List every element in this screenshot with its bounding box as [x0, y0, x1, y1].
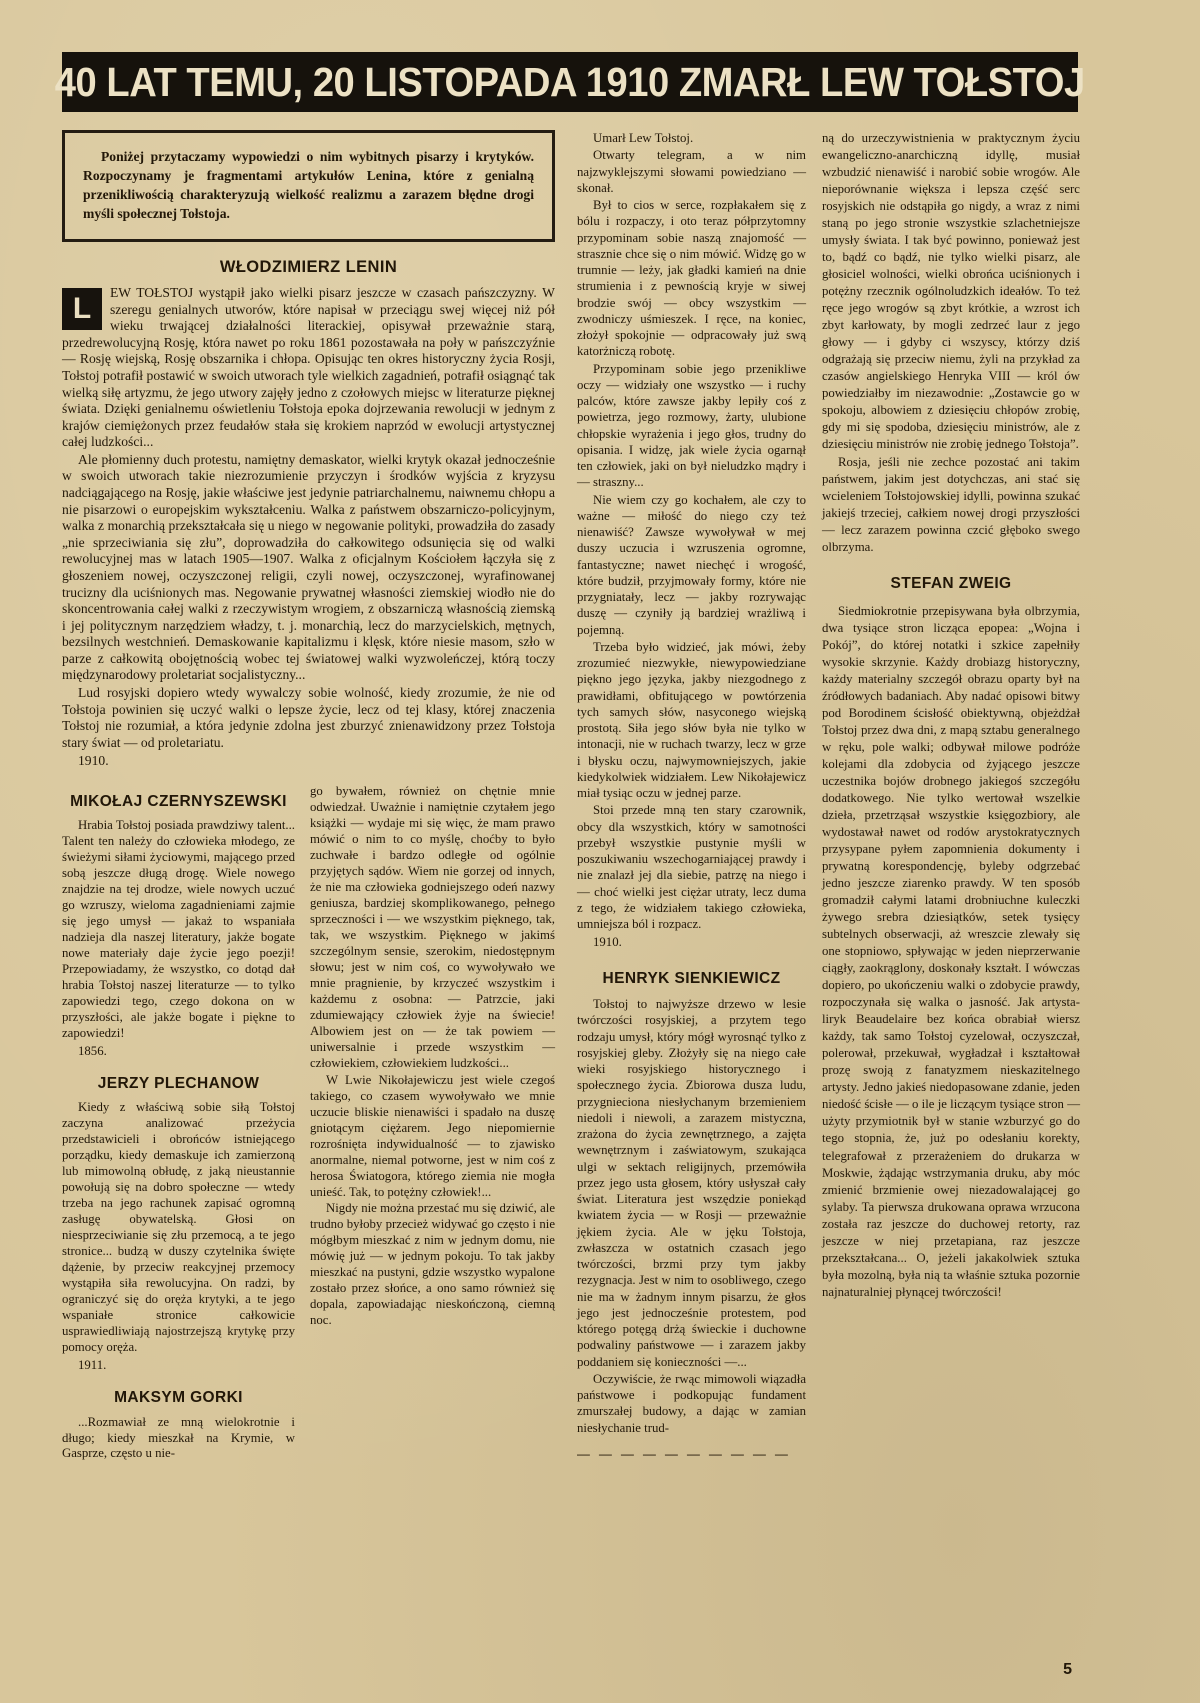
sienkiewicz-paragraph-1: Tołstoj to najwyższe drzewo w lesie twórczości rosyjskiej, a przytem tego rodzaju umysł, który mógł wyrosnąć tylko z rosyjskiej gleby. Złożyły się na niego całe wieki rosyjskiego historycznego i społecznego życia. Zbiorowa dusza ludu, przygnieciona niesłychanym brzemieniem niedoli i niewoli, a zarazem mistyczna, zrażona do życia zewnętrznego, a zajęta wewnętrznym i zaświatowym, szukająca ulgi w sektach religijnych, przemówiła przez jego usta głosem, który usłyszał cały świat. Literatura jest wszędzie poniekąd kwiatem życia — w Rosji — przeważnie jękiem życia. Ale w jęku Tołstoja, zwłaszcza w ostatnich czasach jego twórczości, brzmi przy tym jakby rezygnacja. Jest w nim to osobliwego, czego nie ma w żadnym innym pisarzu, że głos jego jest jednocześnie protestem, pod którego potęgą drżą świeckie i duchowne podwaliny państwowe — i zarazem jakby poddaniem się konieczności —... [577, 997, 806, 1369]
lenin-paragraph-2: Ale płomienny duch protestu, namiętny demaskator, wielki krytyk okazał jednocześnie w swoich utworach takie niezrozumienie przyczyn i środków wyjścia z kryzysu nadciągającego na Rosję, jakie właściwe jest jedynie patriarchalnemu, naiwnemu chłopu a nie pisarzowi o europejskim wykształceniu. Walka z państwem obszarniczo-policyjnym, walka z monarchią przekształcała się u niego w negowanie polityki, prowadziła do zasady „nie sprzeciwiania się złu”, doprowadziła do całkowitego odsunięcia się od walki rewolucyjnej mas w latach 1905—1907. Walka z oficjalnym Kościołem łączyła się z głoszeniem nowej, oczyszczonej religii, czyli nowej, oczyszczonej, wyrafinowanej trucizny dla uciśnionych mas. Negowanie prywatnej własności ziemskiej wiodło nie do skoncentrowania całej walki z rzeczywistym wrogiem, z obszarniczą własnością ziemską i jej politycznym narzędziem władzy, t. j. monarchią, lecz do marzycielskich, mętnych, bezsilnych westchnień. Demaskowanie kapitalizmu i klęsk, które niesie masom, szło w parze z całkowitą obojętnością wobec tej światowej walki wyzwoleńczej, którą toczy międzynarodowy proletariat socjalistyczny... [62, 451, 555, 683]
zweig-paragraph: Siedmiokrotnie przepisywana była olbrzymia, dwa tysiące stron licząca epopea: „Wojna i Pokój”, do której notatki i szkice zapełniły wysokie skrzynie. Każdy drobiazg historyczny, każdy materialny szczegół obrazu oparty był na źródłowych badaniach. Aby nadać opisowi bitwy pod Borodinem ścisłość obiektywną, objeżdżał Tołstoj przez dwa dni, z mapą sztabu generalnego w ręku, pole walki; odbywał milowe podróże kolejami dla zdobycia od żyjącego jeszcze uczestnika bojów drobnego jakiegoś szczegółu dodatkowego. Nie tylko wertował wszelkie dzieła, przetrząsał wszystkie księgozbiory, ale wydostawał nawet od rodów arystokratycznych przysypane pyłem zapomnienia dokumenty i prywatną korespondencję, byleby odgrzebać jedno jeszcze ziarenko prawdy. W ten sposób gromadził całymi latami drobniuchne kuleczki żywego srebra dziesiątków, setek tysięcy subtelnych obserwacji, aż wreszcie zlewały się one stopniowo, spływając w jeden nieprzerwanie ciągły, zaokrąglony, doskonały kształt. I wówczas dopiero, po ukończeniu walki o zdobycie prawdy, rozpoczynała się walka o jasność. Jak artysta-liryk Beaudelaire bez końca obrabiał wiersz każdy, tak samo Tołstoj cyzelował, oczyszczał, polerował, przekuwał, wygładzał i kształtował prozę swoją z fanatyzmem nieskazitelnego artysty. Jedno jakieś niedopasowane zdanie, jeden niedość ścisłe — o ile je liczącym tysiące stron — użyty przymiotnik był w stanie wzburzyć go do tego stopnia, że, już po odesłaniu korekty, telegrafował z przerażeniem do drukarza w Moskwie, żądając wstrzymania druku, aby móc zmienić brzmienie owej niezadowalającej go sylaby. Ta pierwsza drukowana oprawa wrzucona została raz jeszcze do duchowej retorty, raz jeszcze w niej przetapiana, raz jeszcze przekształcana... O, jeżeli jakakolwiek sztuka była mozolną, była nią ta właśnie sztuka pozornie najnaturalniej płynącej twórczości! [822, 604, 1080, 1299]
section-heading-zweig: STEFAN ZWEIG [890, 575, 1012, 593]
obituary-paragraph-2: Otwarty telegram, a w nim najzwyklejszymi słowami powiedziano — skonał. [577, 148, 806, 195]
sienkiewicz-paragraph-2: Oczywiście, że rwąc mimowoli wiązadła państwowe i podkopując fundament zmurszałej budowy, a dając w zamian niesłychanie trud- [577, 1371, 806, 1435]
obituary-paragraph-1: Umarł Lew Tołstoj. [593, 131, 694, 145]
section-heading-gorki: MAKSYM GORKI [114, 1389, 243, 1407]
plechanow-date: 1911. [78, 1358, 107, 1373]
lenin-paragraph-3: Lud rosyjski dopiero wtedy wywalczy sobie wolność, kiedy zrozumie, że nie od Tołstoja powinien się uczyć walki o lepsze życie, lecz od tej klasy, której znaczenia Tołstoj nie rozumiał, a która jedynie zdolna jest zburzyć znienawidzony przez Tołstoja stary świat — od proletariatu. [62, 685, 555, 750]
plechanow-paragraph: Kiedy z właściwą sobie siłą Tołstoj zaczyna analizować przeżycia przedstawicieli i obrońców istniejącego porządku, kiedy demaskuje ich zamierzoną lub mimowolną obłudę, z jaką nieustannie powołują się na dobro społeczne — wtedy trzeba na jego rachunek zapisać ogromną zasługę obywatelską. Głosi on niesprzeciwianie się złu przemocą, a te jego stronice... budzą w duszy czytelnika święte dążenie, by przeciw reakcyjnej przemocy wystąpiła siła rewolucyjna. On radzi, by ograniczyć się do oręża krytyki, a te jego wspaniałe stronice całkowicie usprawiedliwiają najostrzejszą krytykę przy pomocy oręża. [62, 1100, 295, 1355]
lenin-section [62, 285, 555, 770]
section-heading-plechanow: JERZY PLECHANOW [97, 1075, 260, 1093]
left-column-group [62, 130, 555, 1475]
obituary-paragraph-7: Stoi przede mną ten stary czarownik, obcy dla wszystkich, który w samotności przebył wszystkie pustynie myśli w poszukiwaniu wszechogarniającej prawdy i nie znalazł jej dla siebie, patrzę na niego i — choć wielki jest ciężar utraty, lecz duma z tego, że widziałem takiego człowieka, umniejsza ból i rozpacz. [577, 803, 806, 931]
column-break-dashes: — — — — — — — — — — [577, 1446, 791, 1461]
column-right [822, 130, 1080, 1475]
column-gorki-continuation [310, 778, 555, 1464]
obituary-paragraph-6: Trzeba było widzieć, jak mówi, żeby zrozumieć niezwykłe, niewypowiedziane piękno jego języka, jakby niezgodnego z prawidłami, obfitującego w powtórzenia tych samych słów, nasyconego wiejską prostotą. Siła jego słów była nie tylko w intonacji, nie w ruchach twarzy, lecz w grze i błysku oczu, najwymowniejszych, jakie kiedykolwiek widziałem. Lew Nikołajewicz miał tysiąc oczu w jednej parze. [577, 639, 806, 800]
column-critics [62, 778, 295, 1464]
intro-text: Poniżej przytaczamy wypowiedzi o nim wybitnych pisarzy i krytyków. Rozpoczynamy je fragmentami artykułów Lenina, które z genialną przenikliwością charakteryzują wielkość realizmu a zarazem błędne drogi myśli społecznej Tołstoja. [83, 149, 534, 222]
lower-left-columns [62, 778, 555, 1464]
obituary-paragraph-3: Był to cios w serce, rozpłakałem się z bólu i rozpaczy, i oto teraz półprzytomny przypominam sobie naszą znajomość — strasznie chce się o nim mówić. Widzę go w trumnie — leży, jak gładki kamień na dnie strumienia i z pewnością kryje w siwej brodzie swój — obcy wszystkim — zwodniczy uśmieszek. I ręce, na koniec, złożył spokojnie — odpracowały już swą katorżniczą robotę. [577, 198, 806, 359]
sienkiewicz-continuation-2: Rosja, jeśli nie zechce pozostać ani takim państwem, jakim jest dotychczas, ani stać się wcieleniem Tołstojowskiej idylli, powinna szukać jakiejś trzeciej, całkiem nowej drogi przyszłości — lecz zarazem powinna czcić głęboko swego olbrzyma. [822, 455, 1080, 555]
obituary-date: 1910. [593, 935, 622, 950]
lenin-date: 1910. [78, 753, 109, 769]
page-number: 5 [1063, 1661, 1072, 1678]
page-banner [55, 52, 1085, 112]
intro-box [62, 130, 555, 242]
czernyszewski-paragraph: Hrabia Tołstoj posiada prawdziwy talent... Talent ten należy do człowieka młodego, ze świeżymi siłami życiowymi, mającego przed sobą jeszcze długą drogę. Wiele nowego znajdzie na tej drodze, wiele nowych uczuć go wzruszy, wieloma zagadnieniami zajmie się jego umysł — jakaż to wspaniała nadzieja dla naszej literatury, jakże bogate nowe materiały daje życie jego poezji! Przepowiadamy, że wszystko, co dotąd dał hrabia Tołstoj naszej literaturze — to tylko zapowiedzi tego, czego dokona on w przyszłości, ale jakże bogate i piękne to zapowiedzi! [62, 818, 295, 1041]
gorki-paragraph-1: ...Rozmawiał ze mną wielokrotnie i długo; kiedy mieszkał na Krymie, w Gasprze, często u nie- [62, 1414, 295, 1461]
czernyszewski-date: 1856. [78, 1044, 107, 1059]
lenin-paragraph-1: EW TOŁSTOJ wystąpił jako wielki pisarz jeszcze w czasach pańszczyzny. W szeregu genialnych utworów, które napisał w przeciągu swej więcej niż pół wieku trwającej działalności literackiej, opisywał przeważnie starą, przedrewolucyjną Rosję, która nawet po roku 1861 pozostawała na poły w pańszczyźnie — Rosję wiejską, Rosję obszarnika i chłopa. Opisując ten okres historyczny życia Rosji, Tołstoj potrafił postawić w swoich utworach tyle wielkich zagadnień, potrafił osiągnąć tak wielką siłę artyzmu, że jego utwory zajęły jedno z czołowych miejsc w literaturze pięknej świata. Dzięki genialnemu oświetleniu Tołstoja epoka dojrzewania rewolucji w jednym z krajów ciemiężonych przez feudałów stała się krokiem naprzód w ewolucji artystycznej całej ludzkości... [62, 285, 555, 450]
section-heading-czernyszewski: MIKOŁAJ CZERNYSZEWSKI [70, 792, 287, 810]
obituary-paragraph-4: Przypominam sobie jego przenikliwe oczy — widziały one wszystko — i ruchy palców, które zawsze jakby lepiły coś z powietrza, jego rozmowy, żarty, ulubione chłopskie wyrażenia i jego głos, trudny do opisania. I widzę, jak wiele życia ogarnął ten człowiek, jaki on był nieludzko mądry i — straszny... [577, 361, 806, 490]
sienkiewicz-continuation-1: ną do urzeczywistnienia w praktycznym życiu ewangeliczno-anarchiczną idyllę, musiał wzbudzić nienawiść i narobić sobie wrogów. Ale nieporównanie większa i lepsza część serc rosyjskich nie odstąpiła go nigdy, a wraz z nimi staną po jego stronie wszystkie szlachetniejsze umysły świata. I tak być powinno, ponieważ jest to, bądź co bądź, nie tylko wielki pisarz, ale głosiciel wolności, wielki obrońca uciśnionych i potężny rzecznik ogólnoludzkich ideałów. To też ręce jego wrogów są zbyt krótkie, a wzrost ich zbyt karłowaty, by mogli zedrzeć laur z jego głowy — i gdyby ci wszyscy, którzy dziś odgrażają się przeciw niemu, żyli na przykład za czasów angielskiego Henryka VIII — król ów powiedziałby im niezawodnie: „Zostawcie go w spokoju, albowiem z dziesięciu chłopów zrobię, gdy mi się spodoba, dziesięciu ministrów, ale z dziesięciu ministrów nie zrobię jednego Tołstoja”. [822, 131, 1080, 452]
column-obituary [577, 130, 806, 1475]
obituary-paragraph-5: Nie wiem czy go kochałem, ale czy to ważne — miłość do niego czy też nienawiść? Zawsze wywoływał w mej duszy uczucia i wzruszenia ogromne, fantastyczne; nawet niechęć i wrogość, które budził, przyjmowały formy, które nie przygniatały, lecz — jakby rozrywając duszę — czyniły ją bardziej wrażliwą i pojemną. [577, 492, 806, 637]
drop-cap: L [62, 288, 102, 330]
page-content [62, 130, 1078, 1475]
banner-title: 40 LAT TEMU, 20 LISTOPADA 1910 ZMARŁ LEW TOŁSTOJ [55, 58, 1085, 105]
gorki-continuation-2: W Lwie Nikołajewiczu jest wiele czegoś takiego, co czasem wywoływało we mnie uczucie bliskie nienawiści i spadało na duszę gniotącym ciężarem. Jego niepomiernie rozrośnięta indywidualność — to zjawisko anormalne, niemal potworne, jest w nim coś z herosa Światogora, którego ziemia nie mogła unieść. Tak, to potężny człowiek!... [310, 1072, 555, 1199]
section-heading-lenin: WŁODZIMIERZ LENIN [219, 258, 398, 277]
section-heading-sienkiewicz: HENRYK SIENKIEWICZ [602, 969, 781, 987]
gorki-continuation-1: go bywałem, również on chętnie mnie odwiedzał. Uważnie i namiętnie czytałem jego książki — wydaje mi się więc, że mam prawo mówić o nim to co myślę, choćby to było zuchwałe i bardzo odległe od ogólnie przyjętych sądów. Wiem nie gorzej od innych, że nie ma człowieka godniejszego odeń nazwy geniusza, bardziej skomplikowanego, pełnego sprzeczności i — we wszystkim pięknego, tak, tak, we wszystkim. Pięknego w jakimś szczególnym sensie, szerokim, niedostępnym słowu; jest w nim coś, co wywoływało we mnie pragnienie, by krzyczeć wszystkim i każdemu z osobna: — Patrzcie, jaki zdumiewający człowiek żyje na świecie! Albowiem jest on — że tak powiem — uniwersalnie i przede wszystkim — człowiekiem, człowiekiem ludzkości... [310, 783, 555, 1070]
gorki-continuation-3: Nigdy nie można przestać mu się dziwić, ale trudno byłoby przecież widywać go często i nie mógłbym mieszkać z nim w jednym domu, nie mówię już — w jednym pokoju. To tak jakby mieszkać na pustyni, gdzie wszystko wypalone zostało przez słońce, a ono samo również się dopala, zapowiadając nieskończoną, ciemną noc. [310, 1201, 555, 1328]
